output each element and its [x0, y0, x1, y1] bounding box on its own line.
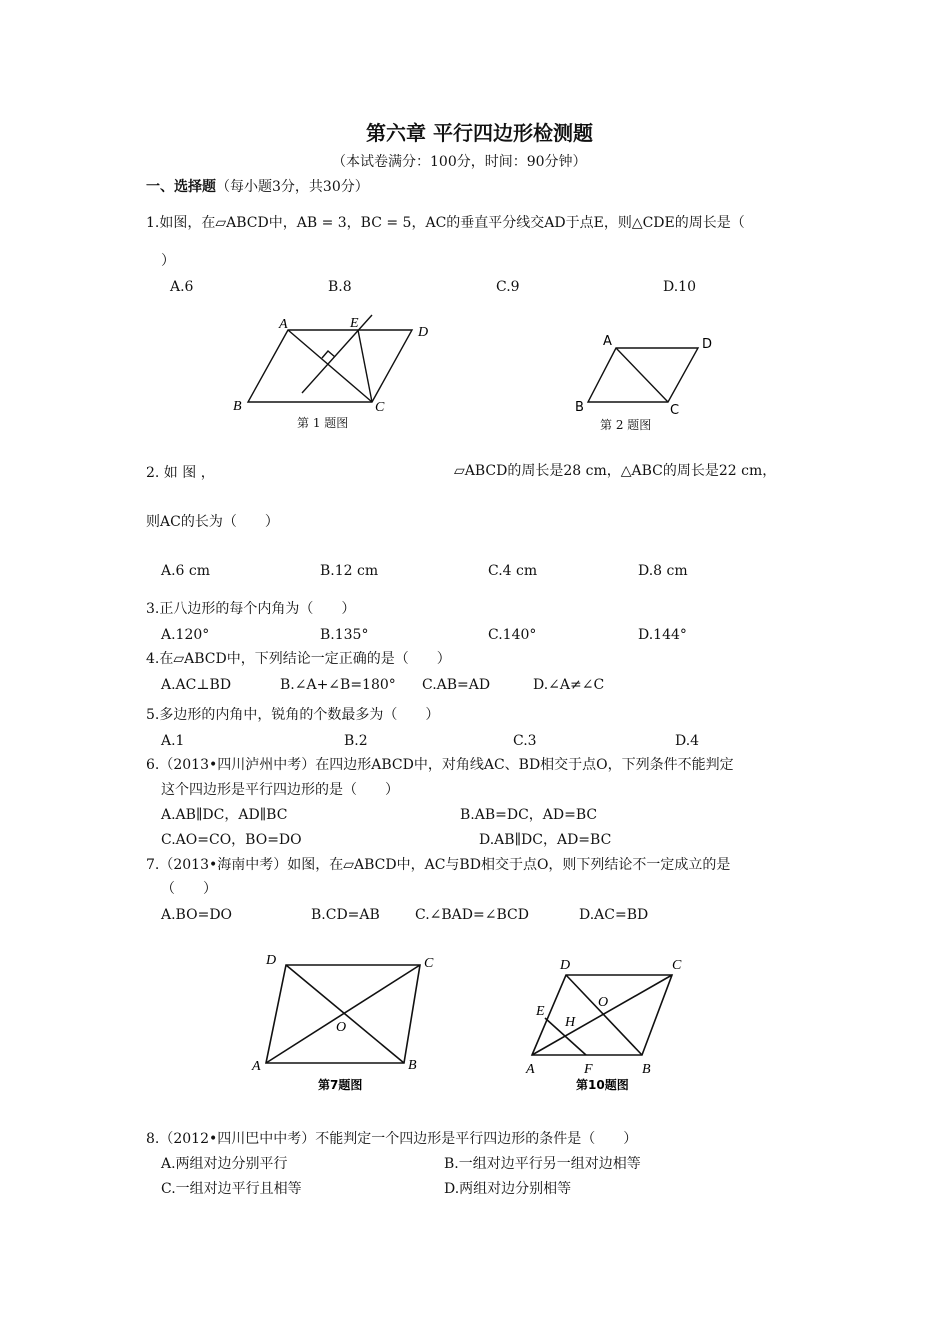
q2-stem-a: 2. 如 图 ，	[146, 465, 215, 481]
fig1-right-angle-mark	[322, 351, 335, 358]
fig10-caption: 第10题图	[576, 1078, 629, 1092]
fig2-label-d: D	[702, 337, 713, 352]
q6-option-b: B.AB=DC，AD=BC	[460, 807, 598, 823]
fig10-segment-ef	[545, 1018, 586, 1055]
q2-stem-c: 则AC的长为（ ）	[146, 514, 279, 530]
fig10-label-h: H	[565, 1015, 576, 1030]
q2-option-c: C.4 cm	[488, 563, 538, 579]
q6-option-a: A.AB∥DC，AD∥BC	[161, 807, 288, 823]
q1-option-a: A.6	[170, 279, 194, 295]
q5-option-c: C.3	[513, 733, 537, 749]
q1-stem: 1.如图，在▱ABCD中，AB = 3，BC = 5，AC的垂直平分线交AD于点E，则△CDE的周长是（	[146, 215, 745, 231]
fig2-diagonal-ac	[616, 348, 668, 402]
fig10-label-e: E	[536, 1004, 545, 1019]
q4-option-b: B.∠A+∠B=180°	[280, 677, 396, 693]
fig10-label-c: C	[672, 958, 682, 973]
q7-option-b: B.CD=AB	[311, 907, 380, 923]
fig1-label-c: C	[375, 400, 385, 415]
fig1-label-e: E	[350, 316, 359, 331]
section-note: （每小题3分，共30分）	[216, 179, 369, 195]
fig10-label-a: A	[526, 1062, 535, 1077]
q5-option-d: D.4	[675, 733, 700, 749]
fig7-label-b: B	[408, 1058, 417, 1073]
q1-stem-cont: ）	[161, 253, 175, 269]
q4-option-a: A.AC⊥BD	[161, 677, 232, 693]
fig10-parallelogram	[532, 975, 672, 1055]
page-subtitle: （本试卷满分：100分，时间：90分钟）	[332, 154, 587, 170]
q3-option-a: A.120°	[161, 627, 210, 643]
fig7-label-c: C	[424, 956, 434, 971]
fig2-label-c: C	[670, 403, 680, 418]
q4-option-c: C.AB=AD	[422, 677, 491, 693]
fig1-perpendicular-bisector	[302, 315, 372, 393]
q4-stem: 4.在▱ABCD中，下列结论一定正确的是（ ）	[146, 651, 451, 667]
q8-option-d: D.两组对边分别相等	[444, 1181, 572, 1197]
q2-option-d: D.8 cm	[638, 563, 688, 579]
q7-stem: 7.（2013•海南中考）如图，在▱ABCD中，AC与BD相交于点O，则下列结论不一定成立的是	[146, 857, 731, 873]
q2-option-b: B.12 cm	[320, 563, 379, 579]
fig7-diagonal-db	[286, 965, 404, 1063]
q6-option-d: D.AB∥DC，AD=BC	[479, 832, 612, 848]
q7-option-c: C.∠BAD=∠BCD	[415, 907, 529, 923]
q3-option-c: C.140°	[488, 627, 537, 643]
fig1-label-b: B	[233, 399, 242, 414]
q6-stem-cont: 这个四边形是平行四边形的是（ ）	[161, 782, 399, 798]
q2-option-a: A.6 cm	[161, 563, 211, 579]
q5-stem: 5.多边形的内角中，锐角的个数最多为（ ）	[146, 707, 440, 723]
fig1-diagonal-ac	[288, 330, 372, 402]
q4-option-d: D.∠A≠∠C	[533, 677, 605, 693]
q6-stem: 6.（2013•四川泸州中考）在四边形ABCD中，对角线AC、BD相交于点O，下列条件不能判定	[146, 757, 734, 773]
fig1-parallelogram	[248, 330, 412, 402]
section-heading	[146, 178, 369, 196]
q8-option-c: C.一组对边平行且相等	[161, 1181, 302, 1197]
q1-option-b: B.8	[328, 279, 352, 295]
q8-stem: 8.（2012•四川巴中中考）不能判定一个四边形是平行四边形的条件是（ ）	[146, 1131, 638, 1147]
fig10-diagonal-db	[566, 975, 642, 1055]
q5-option-b: B.2	[344, 733, 368, 749]
fig7-label-a: A	[252, 1059, 261, 1074]
q2-stem-b: ▱ABCD的周长是28 cm，△ABC的周长是22 cm，	[454, 463, 777, 479]
q5-option-a: A.1	[161, 733, 185, 749]
q3-option-b: B.135°	[320, 627, 369, 643]
fig7-parallelogram	[266, 965, 420, 1063]
fig2-caption: 第 2 题图	[600, 418, 652, 432]
q7-option-d: D.AC=BD	[579, 907, 649, 923]
q8-option-b: B.一组对边平行另一组对边相等	[444, 1156, 641, 1172]
q7-option-a: A.BO=DO	[161, 907, 233, 923]
q1-option-d: D.10	[663, 279, 696, 295]
fig7-label-d: D	[266, 953, 277, 968]
fig7-diagonal-ac	[266, 965, 420, 1063]
fig1-label-a: A	[279, 317, 288, 332]
fig10-label-d: D	[560, 958, 571, 973]
fig7-caption: 第7题图	[318, 1078, 363, 1092]
q3-stem: 3.正八边形的每个内角为（ ）	[146, 601, 356, 617]
fig2-parallelogram	[588, 348, 698, 402]
fig1-segment-ec	[358, 330, 372, 402]
fig2-label-b: B	[575, 400, 584, 415]
fig1-caption: 第 1 题图	[297, 416, 349, 430]
q1-option-c: C.9	[496, 279, 520, 295]
fig2-label-a: A	[603, 334, 612, 349]
fig10-diagonal-ac	[532, 975, 672, 1055]
fig10-label-o: O	[598, 995, 609, 1010]
fig7-label-o: O	[336, 1020, 347, 1035]
page-title: 第六章 平行四边形检测题	[366, 121, 593, 145]
q3-option-d: D.144°	[638, 627, 687, 643]
q7-stem-cont: （ ）	[161, 881, 217, 897]
fig10-label-b: B	[642, 1062, 651, 1077]
q6-option-c: C.AO=CO，BO=DO	[161, 832, 302, 848]
section-title: 一、选择题	[146, 179, 216, 195]
fig10-label-f: F	[584, 1062, 593, 1077]
fig1-label-d: D	[418, 325, 429, 340]
q8-option-a: A.两组对边分别平行	[161, 1156, 288, 1172]
